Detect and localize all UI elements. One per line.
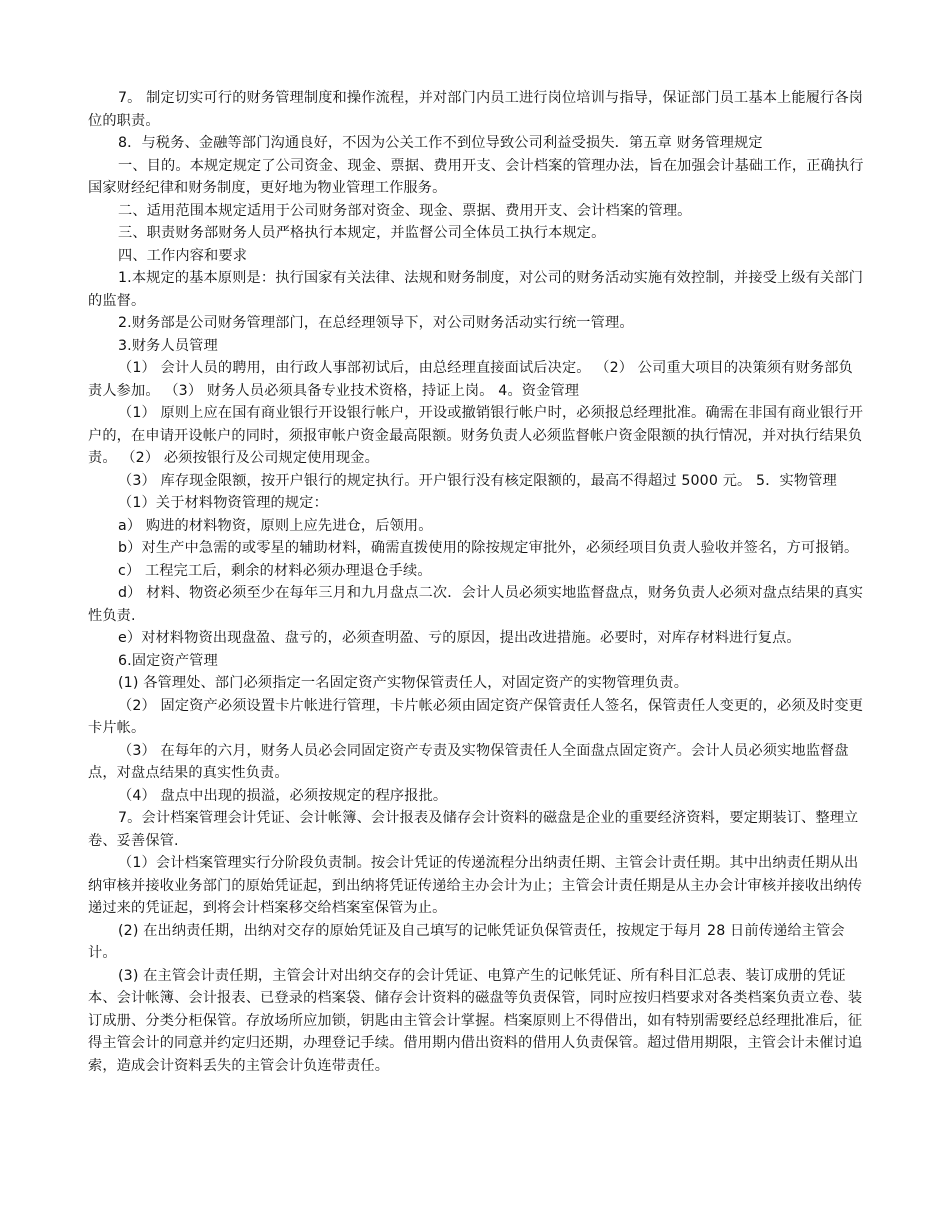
paragraph: b）对生产中急需的或零星的辅助材料，确需直拨使用的除按规定审批外，必须经项目负责人验收并签名，方可报销。 (118, 540, 859, 556)
paragraph: 2.财务部是公司财务管理部门，在总经理领导下，对公司财务活动实行统一管理。 (118, 315, 634, 331)
paragraph: （3） 库存现金限额，按开户银行的规定执行。开户银行没有核定限额的，最高不得超过 5000 元。 5．实物管理 (118, 472, 837, 489)
paragraph: （3） 在每年的六月，财务人员必会同固定资产专责及实物保管责任人全面盘点固定资产。会计人员必须实地监督盘点，对盘点结果的真实性负责。 (88, 742, 849, 781)
paragraph: 7。 制定切实可行的财务管理制度和操作流程，并对部门内员工进行岗位培训与指导，保证部门员工基本上能履行各岗位的职责。 (88, 90, 864, 129)
paragraph: e）对材料物资出现盘盈、盘亏的，必须查明盈、亏的原因，提出改进措施。必要时，对库存材料进行复点。 (118, 630, 801, 646)
paragraph: 6.固定资产管理 (118, 652, 218, 669)
paragraph: 7。会计档案管理会计凭证、会计帐簿、会计报表及储存会计资料的磁盘是企业的重要经济资料，要定期装订、整理立卷、妥善保管. (88, 810, 859, 849)
paragraph: c） 工程完工后，剩余的材料必须办理退仓手续。 (118, 562, 432, 579)
paragraph: 四、工作内容和要求 (118, 247, 248, 264)
paragraph: 3.财务人员管理 (118, 337, 218, 354)
paragraph: (3) 在主管会计责任期，主管会计对出纳交存的会计凭证、电算产生的记帐凭证、所有科目汇总表、装订成册的凭证本、会计帐簿、会计报表、已登录的档案袋、储存会计资料的磁盘等负责保管，同时应按归档要求对各类档案负责立卷、装订成册、分类分柜保管。存放场所应加锁，钥匙由主管会计掌握。档案原则上不得借出，如有特别需要经总经理批准后，征得主管会计的同意并约定归还期，办理登记手续。借用期内借出资料的借用人负责保管。超过借用期限，主管会计未催讨追索，造成会计资料丢失的主管会计负连带责任。 (88, 967, 863, 1074)
paragraph: 8．与税务、金融等部门沟通良好，不因为公关工作不到位导致公司利益受损失．第五章 财务管理规定 (118, 135, 763, 151)
paragraph: (2) 在出纳责任期，出纳对交存的原始凭证及自己填写的记帐凭证负保管责任，按规定于每月 28 日前传递给主管会计。 (88, 922, 845, 961)
paragraph: (1) 各管理处、部门必须指定一名固定资产实物保管责任人，对固定资产的实物管理负责。 (118, 675, 689, 691)
paragraph: （1） 会计人员的聘用，由行政人事部初试后，由总经理直接面试后决定。 （2） 公司重大项目的决策须有财务部负责人参加。 （3） 财务人员必须具备专业技术资格，持证上岗。 4。资金管理 (88, 360, 853, 399)
paragraph: （1）会计档案管理实行分阶段负责制。按会计凭证的传递流程分出纳责任期、主管会计责任期。其中出纳责任期从出纳审核并接收业务部门的原始凭证起，到出纳将凭证传递给主办会计为止；主管会计责任期是从主办会计审核并接收出纳传递过来的凭证起，到将会计档案移交给档案室保管为止。 (88, 855, 863, 916)
paragraph: 一、目的。本规定规定了公司资金、现金、票据、费用开支、会计档案的管理办法，旨在加强会计基础工作，正确执行国家财经纪律和财务制度，更好地为物业管理工作服务。 (88, 157, 864, 196)
paragraph: d） 材料、物资必须至少在每年三月和九月盘点二次．会计人员必须实地监督盘点，财务负责人必须对盘点结果的真实性负责. (88, 585, 864, 624)
paragraph: （1）关于材料物资管理的规定： (118, 495, 328, 511)
paragraph: （2） 固定资产必须设置卡片帐进行管理，卡片帐必须由固定资产保管责任人签名，保管责任人变更的，必须及时变更卡片帐。 (88, 697, 864, 736)
paragraph: a） 购进的材料物资，原则上应先进仓，后领用。 (118, 517, 433, 534)
document-body (88, 87, 864, 1077)
paragraph: 1.本规定的基本原则是：执行国家有关法律、法规和财务制度，对公司的财务活动实施有效控制，并接受上级有关部门的监督。 (88, 270, 864, 309)
paragraph: （1） 原则上应在国有商业银行开设银行帐户，开设或撤销银行帐户时，必须报总经理批准。确需在非国有商业银行开户的，在申请开设帐户的同时，须报审帐户资金最高限额。财务负责人必须监督帐户资金限额的执行情况，并对执行结果负责。 （2） 必须按银行及公司规定使用现金。 (88, 405, 864, 466)
paragraph: （4） 盘点中出现的损溢，必须按规定的程序报批。 (118, 787, 448, 804)
paragraph: 三、职责财务部财务人员严格执行本规定，并监督公司全体员工执行本规定。 (118, 225, 606, 241)
paragraph: 二、适用范围本规定适用于公司财务部对资金、现金、票据、费用开支、会计档案的管理。 (118, 202, 692, 219)
